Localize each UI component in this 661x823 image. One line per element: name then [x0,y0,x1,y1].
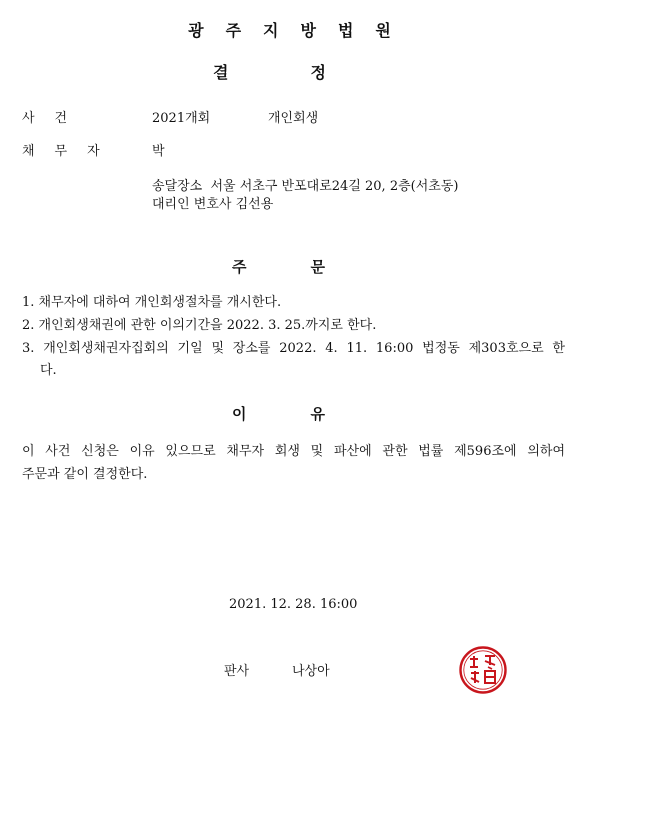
reason-line-1: 이 사건 신청은 이유 있으므로 채무자 회생 및 파산에 관한 법률 제596조에 의하여 [22,444,565,459]
judge-title: 판사 [224,664,250,679]
order-item-3-continued: 다. [40,363,57,378]
order-heading: 주문 [232,258,389,276]
court-name: 광주지방법원 [188,21,413,40]
decision-date: 2021. 12. 28. 16:00 [229,597,358,612]
document-type: 결정 [213,63,408,82]
case-number: 2021개회 [152,111,211,126]
representative: 대리인 변호사 김선용 [152,197,274,212]
order-item-1: 1. 채무자에 대하여 개인회생절차를 개시한다. [22,295,282,310]
debtor-label: 채무자 [22,144,120,159]
case-label: 사건 [22,111,88,126]
order-item-3: 3. 개인회생채권자집회의 기일 및 장소를 2022. 4. 11. 16:00 법정동 제303호으로 한 [22,341,565,356]
order-item-2: 2. 개인회생채권에 관한 이의기간을 2022. 3. 25.까지로 한다. [22,318,377,333]
reason-heading: 이유 [232,405,389,423]
judge-name: 나상아 [292,664,330,679]
reason-line-2: 주문과 같이 결정한다. [22,467,148,482]
debtor-name: 박 [152,144,165,159]
case-name: 개인회생 [268,111,319,126]
service-address: 송달장소 서울 서초구 반포대로24길 20, 2층(서초동) [152,179,459,194]
court-seal-icon [458,645,508,695]
